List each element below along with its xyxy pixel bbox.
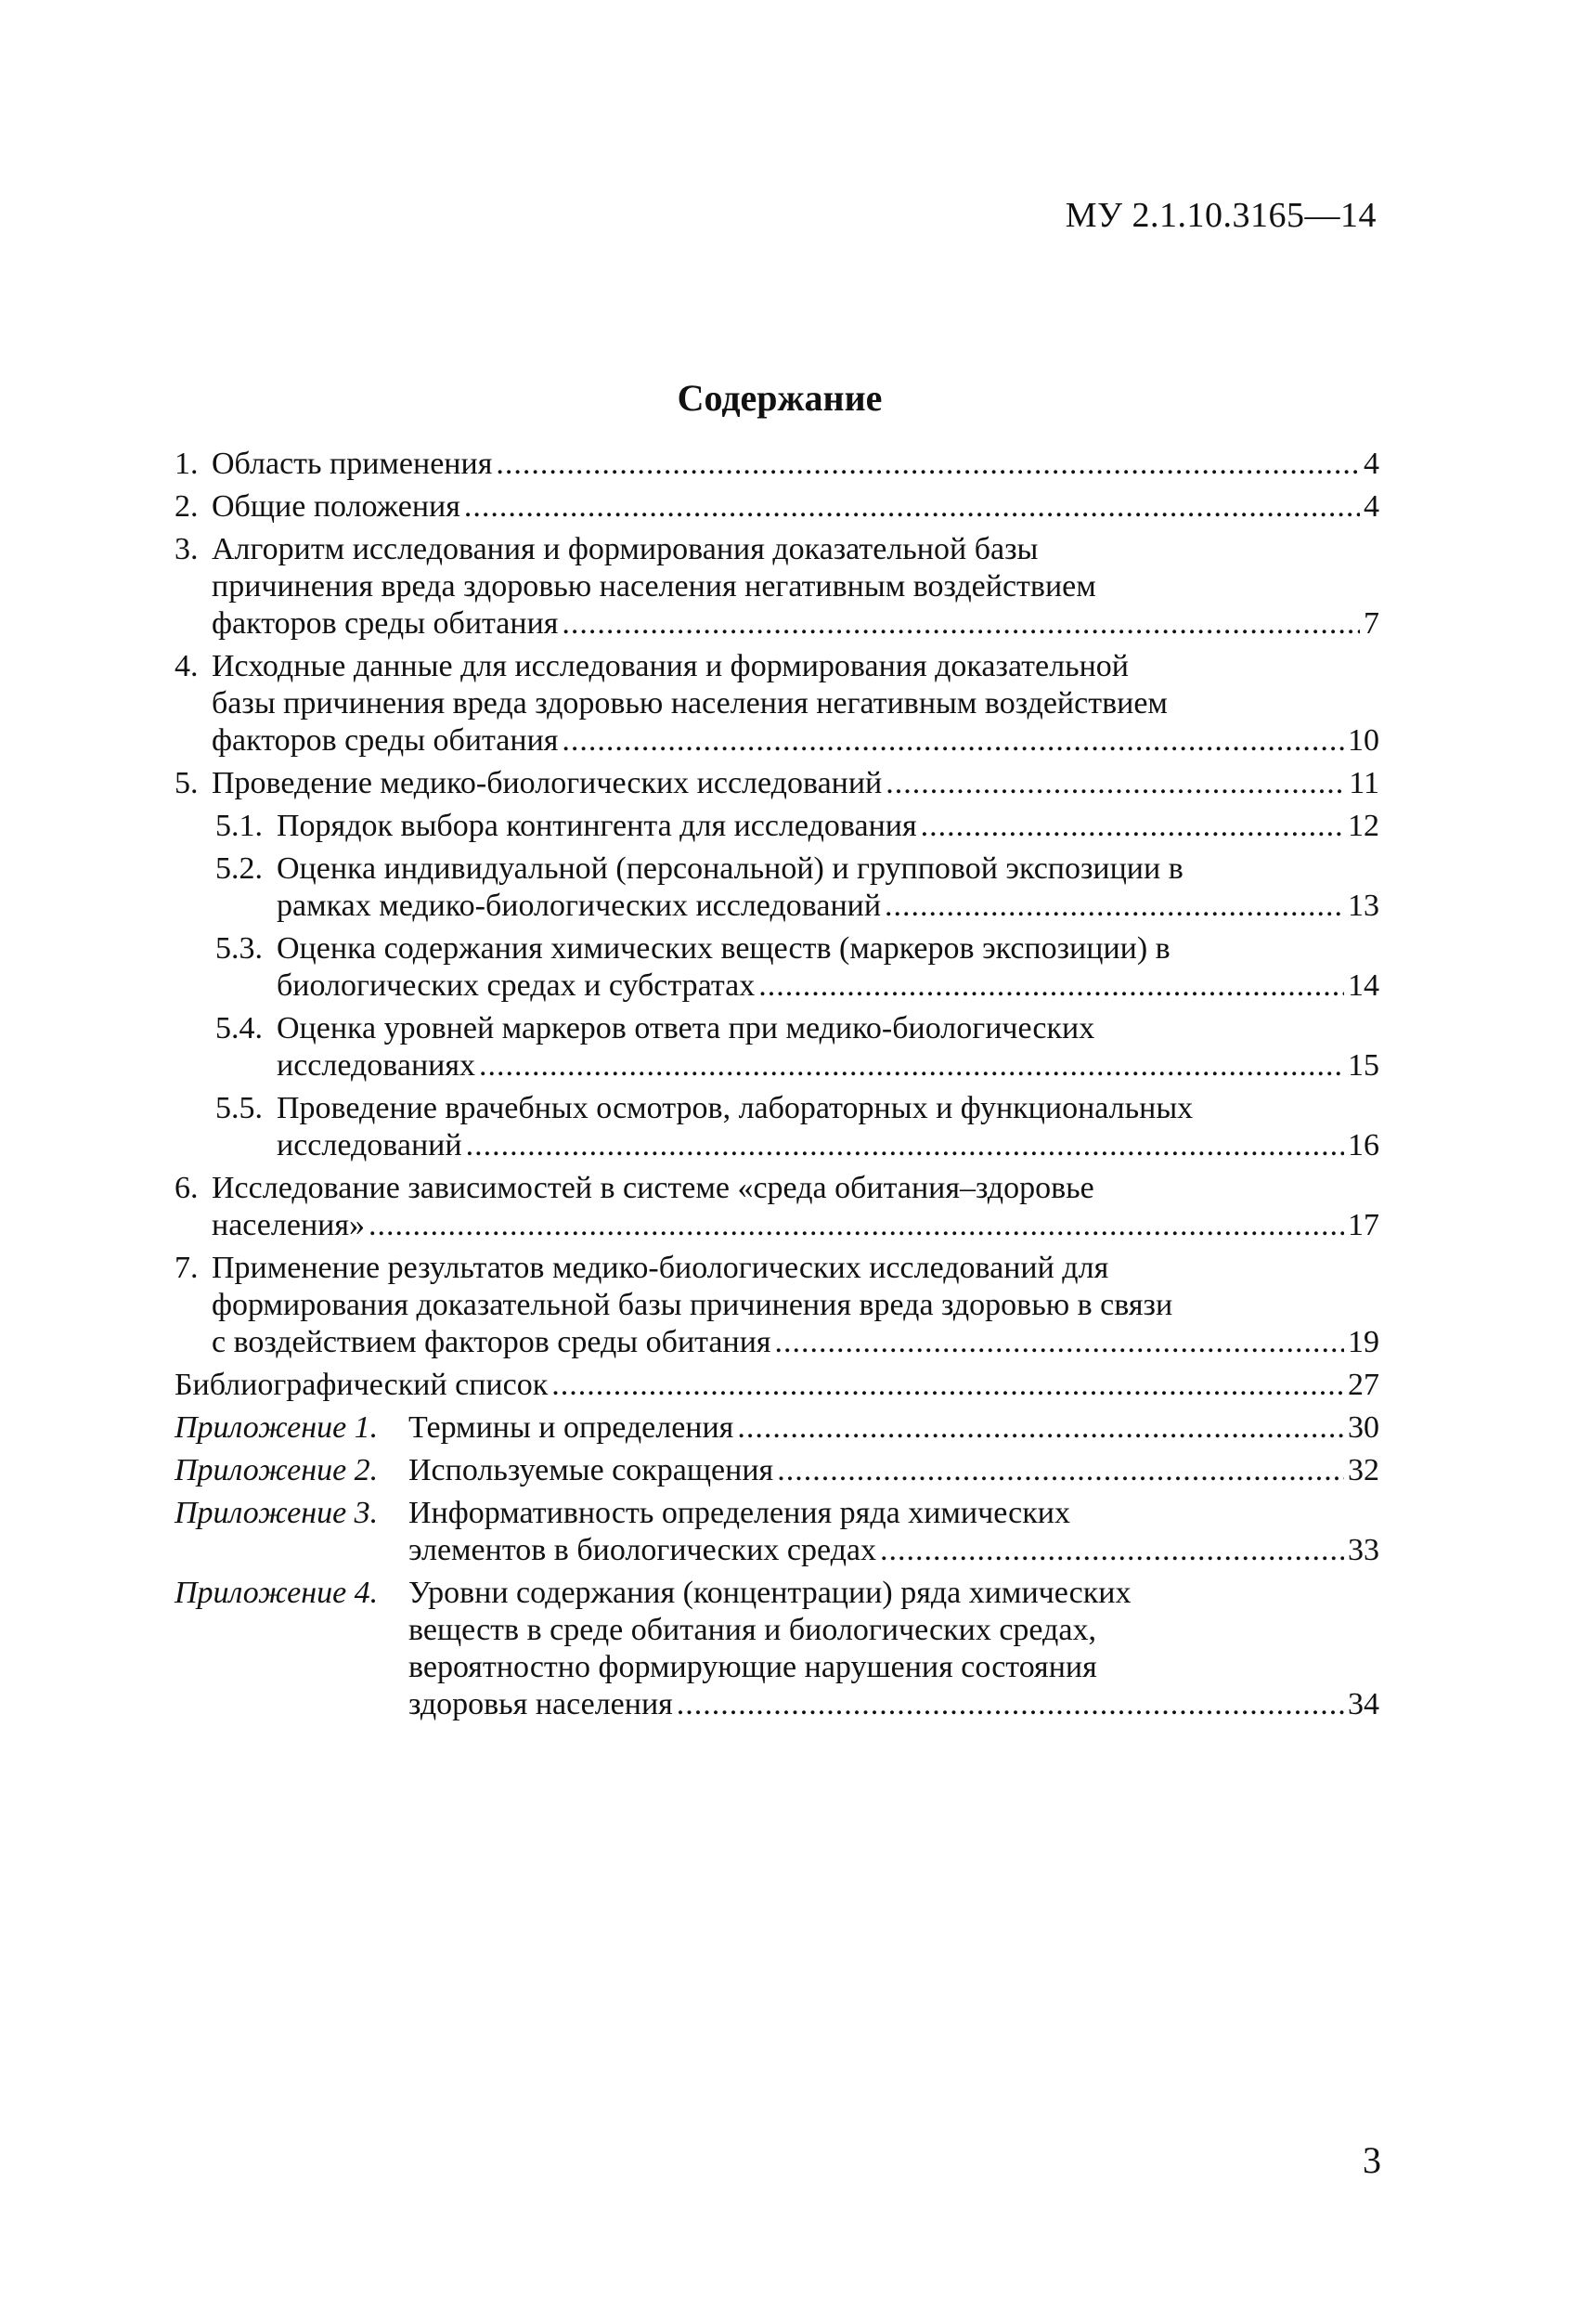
dot-leader	[479, 1047, 1344, 1084]
toc-entry[interactable]	[175, 446, 1379, 483]
toc-entry-page: 32	[1348, 1453, 1379, 1487]
toc-entry-page: 15	[1348, 1048, 1379, 1083]
toc-entry-page: 4	[1364, 447, 1379, 481]
toc-entry-title-line: базы причинения вреда здоровью населения негативным воздействием	[212, 686, 1168, 721]
dot-leader	[880, 1532, 1344, 1569]
toc-entry-title-line: Библиографический список	[175, 1368, 549, 1402]
dot-leader	[466, 1127, 1344, 1164]
toc-entry-number: 5.1.	[215, 809, 263, 843]
toc-entry-page: 10	[1348, 723, 1379, 758]
toc-entry-page: 27	[1348, 1368, 1379, 1402]
toc-entry-title-line: причинения вреда здоровью населения негативным воздействием	[212, 569, 1096, 604]
toc-entry-page: 4	[1364, 489, 1379, 524]
toc-entry-title-line: вероятностно формирующие нарушения состояния	[408, 1650, 1097, 1684]
toc-entry-appendix-label: Приложение 3.	[175, 1496, 379, 1530]
toc-entry[interactable]	[175, 808, 1379, 845]
toc-entry[interactable]	[175, 1452, 1379, 1489]
toc-entry-page: 19	[1348, 1325, 1379, 1359]
toc-entry-title-line: Порядок выбора контингента для исследования	[277, 809, 917, 843]
toc-entry-title-line: здоровья населения	[408, 1687, 673, 1721]
document-code: МУ 2.1.10.3165—14	[1065, 196, 1377, 235]
toc-entry-number: 5.4.	[215, 1011, 263, 1045]
toc-entry-appendix-label: Приложение 2.	[175, 1453, 379, 1487]
page-title: Содержание	[677, 377, 883, 419]
toc-entry[interactable]	[175, 1010, 1379, 1084]
toc-entry[interactable]	[175, 1575, 1379, 1723]
toc-entry-title-line: Проведение медико-биологических исследований	[212, 766, 883, 800]
dot-leader	[737, 1409, 1344, 1447]
dot-leader	[369, 1207, 1344, 1244]
toc-entry-title-line: рамках медико-биологических исследований	[277, 889, 882, 923]
dot-leader	[886, 765, 1345, 802]
toc-entry-title-line: с воздействием факторов среды обитания	[212, 1325, 771, 1359]
toc-entry[interactable]	[175, 488, 1379, 526]
toc-entry-number: 7.	[175, 1251, 199, 1285]
toc-entry[interactable]	[175, 648, 1379, 760]
toc-entry-title-line: Алгоритм исследования и формирования доказательной базы	[212, 532, 1039, 566]
toc-entry[interactable]	[175, 930, 1379, 1005]
dot-leader	[777, 1452, 1344, 1489]
toc-entry-title-line: Применение результатов медико-биологических исследований для	[212, 1251, 1109, 1285]
toc-entry-page: 17	[1348, 1208, 1379, 1242]
toc-entry-number: 1.	[175, 447, 199, 481]
toc-entry-title-line: элементов в биологических средах	[408, 1533, 876, 1567]
dot-leader	[496, 446, 1360, 483]
dot-leader	[775, 1324, 1344, 1361]
toc-entry-appendix-label: Приложение 4.	[175, 1576, 379, 1610]
toc-entry[interactable]	[175, 1409, 1379, 1447]
toc-entry[interactable]	[175, 1090, 1379, 1164]
toc-entry-number: 6.	[175, 1171, 199, 1205]
toc-entry-title-line: Термины и определения	[408, 1410, 734, 1445]
toc-entry[interactable]	[175, 1170, 1379, 1244]
toc-entry-title-line: Оценка уровней маркеров ответа при медико-биологических	[277, 1011, 1095, 1045]
dot-leader	[885, 888, 1344, 925]
toc-entry[interactable]	[175, 1495, 1379, 1569]
toc-entry-title-line: исследованиях	[277, 1048, 476, 1083]
toc-entry-title-line: исследований	[277, 1128, 462, 1162]
toc-entry-page: 14	[1348, 968, 1379, 1003]
toc-entry-title-line: Общие положения	[212, 489, 460, 524]
toc-entry[interactable]	[175, 850, 1379, 925]
dot-leader	[551, 1367, 1344, 1404]
toc-entry-title-line: Исследование зависимостей в системе «среда обитания–здоровье	[212, 1171, 1094, 1205]
toc-entry[interactable]	[175, 1367, 1379, 1404]
toc-entry-title-line: факторов среды обитания	[212, 723, 559, 758]
toc-entry-title-line: Проведение врачебных осмотров, лабораторных и функциональных	[277, 1091, 1194, 1125]
dot-leader	[562, 605, 1360, 643]
toc-entry[interactable]	[175, 531, 1379, 643]
toc-entry-title-line: веществ в среде обитания и биологических средах,	[408, 1613, 1096, 1647]
toc-entry-number: 5.	[175, 766, 199, 800]
toc-entry-title-line: Исходные данные для исследования и формирования доказательной	[212, 649, 1129, 683]
table-of-contents	[175, 446, 1379, 1729]
toc-entry[interactable]	[175, 765, 1379, 802]
toc-entry-page: 7	[1364, 606, 1379, 641]
toc-entry-number: 5.5.	[215, 1091, 263, 1125]
dot-leader	[921, 808, 1344, 845]
toc-entry-title-line: формирования доказательной базы причинения вреда здоровью в связи	[212, 1288, 1173, 1322]
toc-entry-appendix-label: Приложение 1.	[175, 1410, 379, 1445]
dot-leader	[758, 967, 1344, 1005]
toc-entry-number: 5.3.	[215, 931, 263, 966]
toc-entry-page: 34	[1348, 1687, 1379, 1721]
toc-entry-title-line: Оценка содержания химических веществ (маркеров экспозиции) в	[277, 931, 1171, 966]
toc-entry-title-line: Оценка индивидуальной (персональной) и групповой экспозиции в	[277, 851, 1184, 886]
toc-entry-number: 4.	[175, 649, 199, 683]
toc-entry-title-line: Область применения	[212, 447, 493, 481]
dot-leader	[677, 1686, 1344, 1723]
toc-entry-title-line: Информативность определения ряда химических	[408, 1496, 1070, 1530]
dot-leader	[562, 722, 1344, 760]
toc-entry-title-line: биологических средах и субстратах	[277, 968, 756, 1003]
toc-entry-title-line: Уровни содержания (концентрации) ряда химических	[408, 1576, 1132, 1610]
toc-entry-title-line: населения»	[212, 1208, 365, 1242]
toc-entry-number: 3.	[175, 532, 199, 566]
toc-entry-page: 13	[1348, 889, 1379, 923]
page-number: 3	[1363, 2139, 1381, 2181]
toc-entry-page: 33	[1348, 1533, 1379, 1567]
toc-entry-page: 16	[1348, 1128, 1379, 1162]
toc-entry-page: 12	[1348, 809, 1379, 843]
toc-entry[interactable]	[175, 1250, 1379, 1361]
toc-entry-title-line: факторов среды обитания	[212, 606, 559, 641]
toc-entry-page: 30	[1348, 1410, 1379, 1445]
toc-entry-number: 5.2.	[215, 851, 263, 886]
toc-entry-page: 11	[1349, 766, 1379, 800]
dot-leader	[464, 488, 1360, 526]
toc-entry-title-line: Используемые сокращения	[408, 1453, 774, 1487]
toc-entry-number: 2.	[175, 489, 199, 524]
